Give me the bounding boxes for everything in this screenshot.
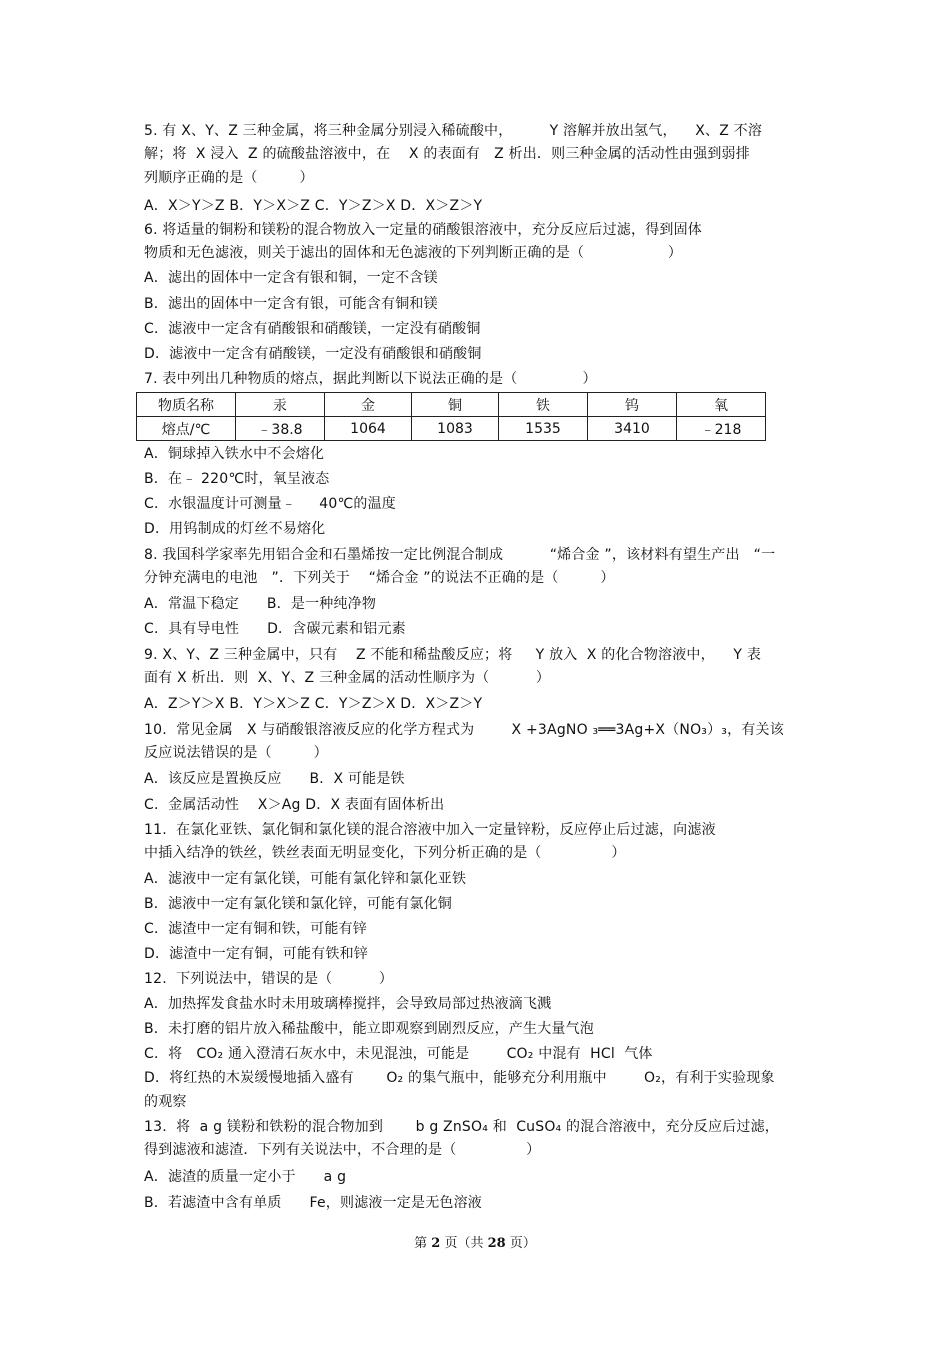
text-line: 12. 下列说法中，错误的是（ ） bbox=[144, 971, 394, 987]
footer-middle: 页（共 bbox=[440, 1236, 488, 1251]
text-line: 5. 有 X、Y、Z 三种金属，将三种金属分别浸入稀硫酸中， Y 溶解并放出氢气， X、Z 不溶 bbox=[144, 123, 763, 139]
text-line: A．滤渣的质量一定小于 a g bbox=[144, 1169, 347, 1185]
text-line: B．若滤渣中含有单质 Fe，则滤液一定是无色溶液 bbox=[144, 1195, 483, 1211]
text-line: 得到滤液和滤渣．下列有关说法中，不合理的是（ ） bbox=[144, 1142, 541, 1158]
table-header-cell: 铜 bbox=[412, 393, 499, 417]
text-line: D．滤渣中一定有铜，可能有铁和锌 bbox=[144, 946, 368, 962]
text-line: 面有 X 析出．则 X、Y、Z 三种金属的活动性顺序为（ ） bbox=[144, 670, 551, 686]
text-line: C．滤渣中一定有铜和铁，可能有锌 bbox=[144, 921, 367, 937]
text-line: C．将 CO₂ 通入澄清石灰水中，未见混浊，可能是 CO₂ 中混有 HCl 气体 bbox=[144, 1046, 653, 1062]
footer-total-pages: 28 bbox=[487, 1236, 506, 1251]
table-header-row bbox=[137, 393, 766, 417]
text-line: D．滤液中一定含有硝酸镁，一定没有硝酸银和硝酸铜 bbox=[144, 346, 482, 362]
table-cell: ﹣38.8 bbox=[236, 417, 325, 441]
table-cell: 1535 bbox=[499, 417, 588, 441]
text-line: B．滤出的固体中一定含有银，可能含有铜和镁 bbox=[144, 296, 438, 312]
table-cell: 1083 bbox=[412, 417, 499, 441]
footer-suffix: 页） bbox=[505, 1236, 536, 1251]
table-header-cell: 钨 bbox=[588, 393, 677, 417]
text-line: C．滤液中一定含有硝酸银和硝酸镁，一定没有硝酸铜 bbox=[144, 321, 481, 337]
text-line: 6. 将适量的铜粉和镁粉的混合物放入一定量的硝酸银溶液中，充分反应后过滤，得到固体 bbox=[144, 222, 703, 238]
text-line: D．将红热的木炭缓慢地插入盛有 O₂ 的集气瓶中，能够充分利用瓶中 O₂，有利于实验现象 bbox=[144, 1070, 775, 1086]
text-line: 列顺序正确的是（ ） bbox=[144, 170, 314, 186]
table-header-cell: 金 bbox=[325, 393, 412, 417]
text-line: A．铜球掉入铁水中不会熔化 bbox=[144, 446, 325, 462]
melting-point-table bbox=[136, 392, 766, 441]
text-line: 13. 将 a g 镁粉和铁粉的混合物加到 b g ZnSO₄ 和 CuSO₄ 的混合溶液中，充分反应后过滤， bbox=[144, 1119, 780, 1135]
text-line: 10. 常见金属 X 与硝酸银溶液反应的化学方程式为 X +3AgNO ₃══3Ag+X（NO₃）₃，有关该 bbox=[144, 722, 784, 738]
text-line: 7. 表中列出几种物质的熔点，据此判断以下说法正确的是（ ） bbox=[144, 371, 597, 387]
text-line: A．X＞Y＞Z B．Y＞X＞Z C．Y＞Z＞X D．X＞Z＞Y bbox=[144, 198, 483, 214]
text-line: 分钟充满电的电池 ”．下列关于 “烯合金 ”的说法不正确的是（ ） bbox=[144, 570, 615, 586]
text-line: 9. X、Y、Z 三种金属中，只有 Z 不能和稀盐酸反应；将 Y 放入 X 的化合物溶液中， Y 表 bbox=[144, 647, 762, 663]
table-header-cell: 物质名称 bbox=[137, 393, 236, 417]
table-header-cell: 氧 bbox=[677, 393, 766, 417]
table-header-cell: 铁 bbox=[499, 393, 588, 417]
text-line: B．在﹣ 220℃时，氧呈液态 bbox=[144, 471, 330, 487]
text-line: 的观察 bbox=[144, 1094, 187, 1110]
footer-page-number: 2 bbox=[431, 1236, 441, 1251]
table-row bbox=[137, 417, 766, 441]
page-footer bbox=[0, 1232, 950, 1251]
text-line: A．加热挥发食盐水时未用玻璃棒搅拌，会导致局部过热液滴飞溅 bbox=[144, 996, 552, 1012]
table-header-cell: 汞 bbox=[236, 393, 325, 417]
text-line: C．金属活动性 X＞Ag D．X 表面有固体析出 bbox=[144, 797, 445, 813]
text-line: 中插入结净的铁丝，铁丝表面无明显变化，下列分析正确的是（ ） bbox=[144, 845, 626, 861]
text-line: D．用钨制成的灯丝不易熔化 bbox=[144, 521, 326, 537]
text-line: 物质和无色滤液，则关于滤出的固体和无色滤液的下列判断正确的是（ ） bbox=[144, 245, 683, 261]
text-line: A．该反应是置换反应 B．X 可能是铁 bbox=[144, 771, 405, 787]
text-line: 反应说法错误的是（ ） bbox=[144, 745, 328, 761]
table-cell: 1064 bbox=[325, 417, 412, 441]
text-line: C．具有导电性 D．含碳元素和铝元素 bbox=[144, 621, 406, 637]
text-line: B．滤液中一定有氯化镁和氯化锌，可能有氯化铜 bbox=[144, 896, 453, 912]
text-line: A．滤液中一定有氯化镁，可能有氯化锌和氯化亚铁 bbox=[144, 871, 467, 887]
table-cell: 熔点/℃ bbox=[137, 417, 236, 441]
text-line: 11. 在氯化亚铁、氯化铜和氯化镁的混合溶液中加入一定量锌粉，反应停止后过滤，向滤液 bbox=[144, 822, 716, 838]
footer-prefix: 第 bbox=[414, 1236, 432, 1251]
text-line: B．未打磨的铝片放入稀盐酸中，能立即观察到剧烈反应，产生大量气泡 bbox=[144, 1021, 595, 1037]
text-line: 8. 我国科学家率先用铝合金和石墨烯按一定比例混合制成 “烯合金 ”，该材料有望生产出 “一 bbox=[144, 547, 776, 563]
text-line: 解；将 X 浸入 Z 的硫酸盐溶液中，在 X 的表面有 Z 析出．则三种金属的活动性由强到弱排 bbox=[144, 146, 750, 162]
table-cell: 3410 bbox=[588, 417, 677, 441]
text-line: A．Z＞Y＞X B．Y＞X＞Z C．Y＞Z＞X D．X＞Z＞Y bbox=[144, 696, 483, 712]
text-line: A．常温下稳定 B．是一种纯净物 bbox=[144, 596, 377, 612]
text-line: C．水银温度计可测量﹣ 40℃的温度 bbox=[144, 496, 396, 512]
table-cell: ﹣218 bbox=[677, 417, 766, 441]
text-line: A．滤出的固体中一定含有银和铜，一定不含镁 bbox=[144, 270, 438, 286]
